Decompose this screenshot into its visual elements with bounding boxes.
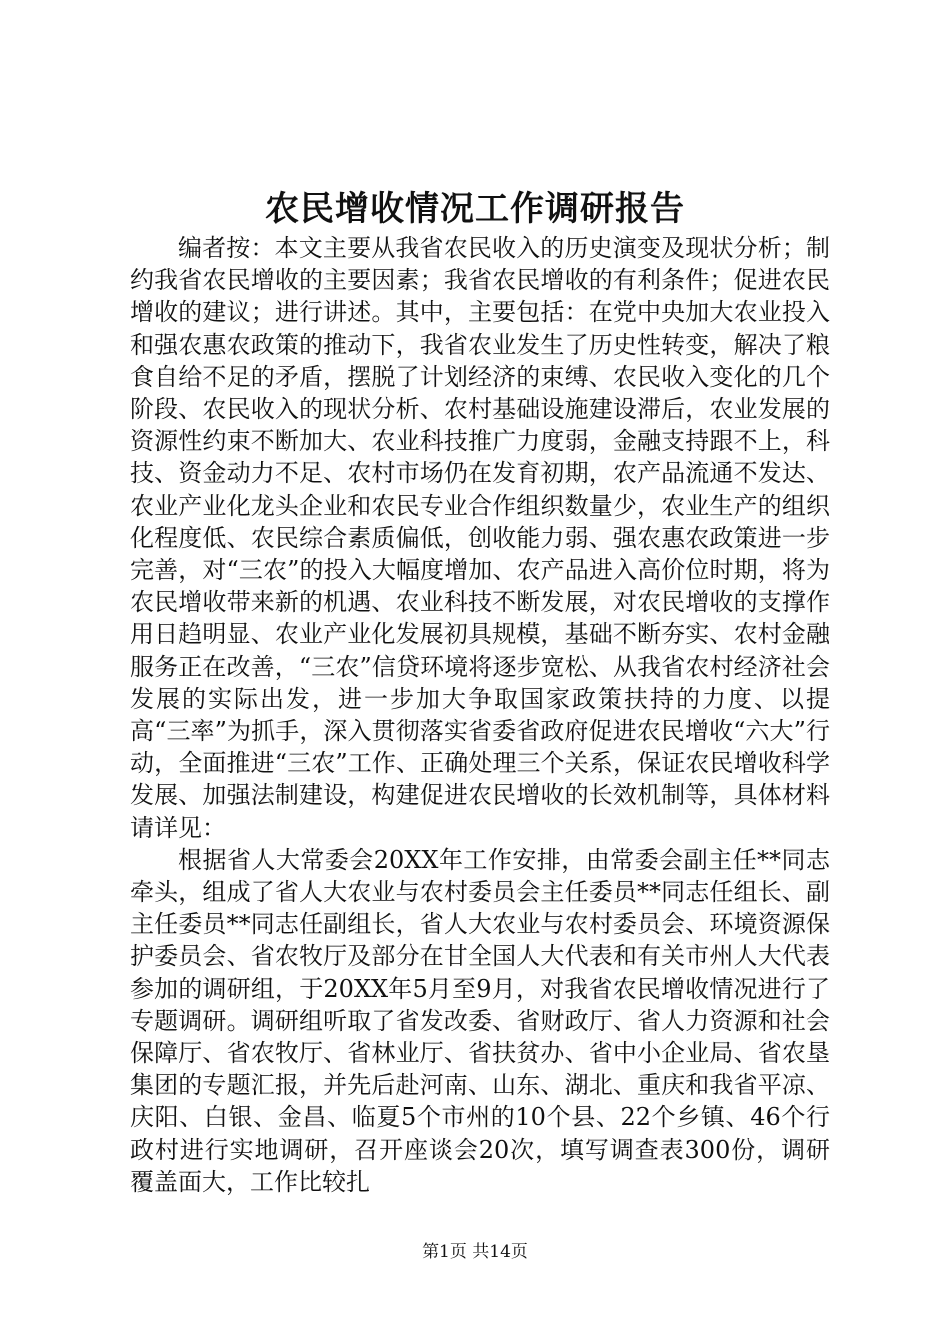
document-title: 农民增收情况工作调研报告 bbox=[265, 189, 685, 229]
paragraph-editor-note: 编者按：本文主要从我省农民收入的历史演变及现状分析；制约我省农民增收的主要因素；我省农民增收的有利条件；促进农民增收的建议；进行讲述。其中，主要包括：在党中央加大农业投入和强农惠农政策的推动下，我省农业发生了历史性转变，解决了粮食自给不足的矛盾，摆脱了计划经济的束缚、农民收入变化的几个阶段、农民收入的现状分析、农村基础设施建设滞后，农业发展的资源性约束不断加大、农业科技推广力度弱，金融支持跟不上，科技、资金动力不足、农村市场仍在发育初期，农产品流通不发达、农业产业化龙头企业和农民专业合作组织数量少，农业生产的组织化程度低、农民综合素质偏低，创收能力弱、强农惠农政策进一步完善，对“三农”的投入大幅度增加、农产品进入高价位时期，将为农民增收带来新的机遇、农业科技不断发展，对农民增收的支撑作用日趋明显、农业产业化发展初具规模，基础不断夯实、农村金融服务正在改善，“三农”信贷环境将逐步宽松、从我省农村经济社会发展的实际出发，进一步加大争取国家政策扶持的力度、以提高“三率”为抓手，深入贯彻落实省委省政府促进农民增收“六大”行动，全面推进“三农”工作、正确处理三个关系，保证农民增收科学发展、加强法制建设，构建促进农民增收的长效机制等，具体材料请详见： bbox=[130, 234, 830, 842]
page-number-footer: 第1页 共14页 bbox=[422, 1242, 528, 1262]
paragraph-research-background: 根据省人大常委会20XX年工作安排，由常委会副主任**同志牵头，组成了省人大农业与农村委员会主任委员**同志任组长、副主任委员**同志任副组长，省人大农业与农村委员会、环境资源保护委员会、省农牧厅及部分在甘全国人大代表和有关市州人大代表参加的调研组，于20XX年5月至9月，对我省农民增收情况进行了专题调研。调研组听取了省发改委、省财政厅、省人力资源和社会保障厅、省农牧厅、省林业厅、省扶贫办、省中小企业局、省农垦集团的专题汇报，并先后赴河南、山东、湖北、重庆和我省平凉、庆阳、白银、金昌、临夏5个市州的10个县、22个乡镇、46个行政村进行实地调研，召开座谈会20次，填写调查表300份，调研覆盖面大，工作比较扎 bbox=[130, 845, 830, 1196]
document-body bbox=[130, 232, 830, 1198]
